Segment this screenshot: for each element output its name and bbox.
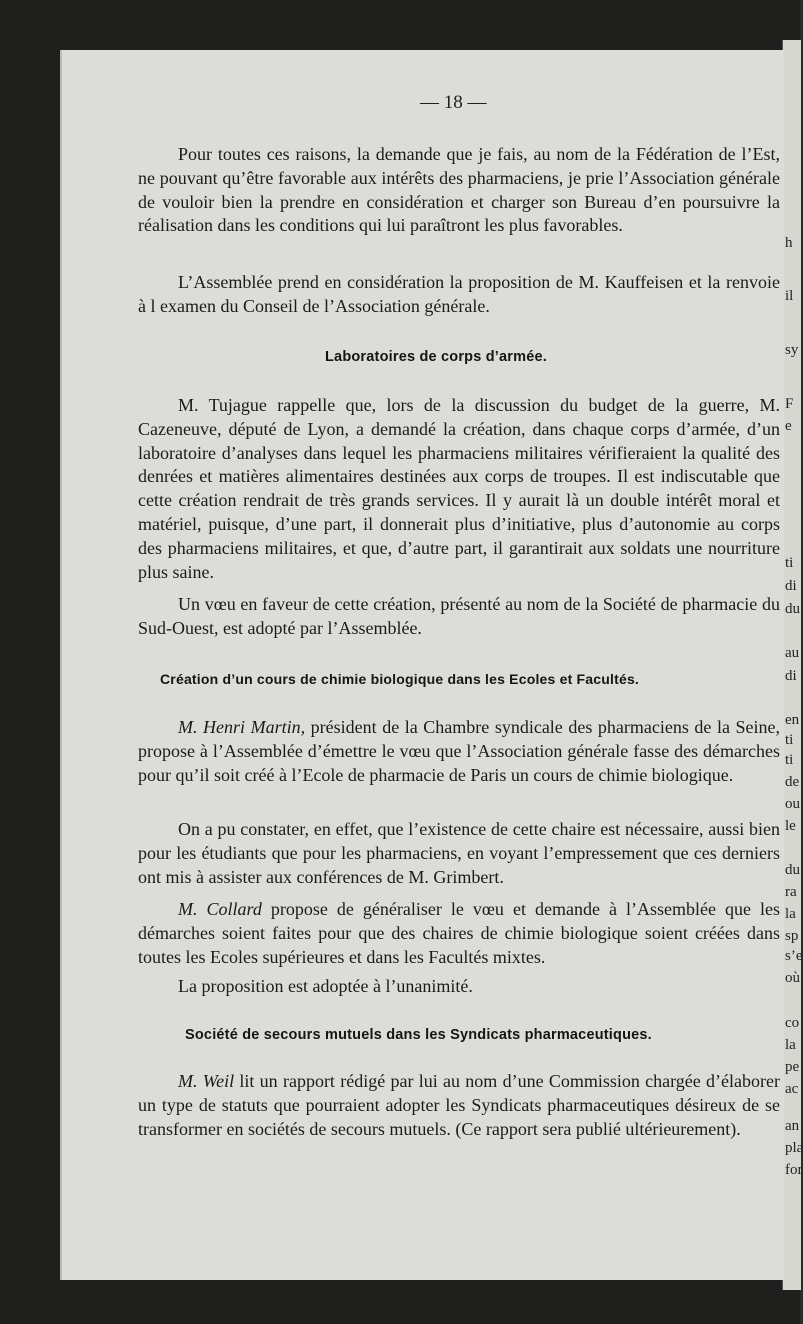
facing-fragment: pe [785,1059,800,1075]
facing-page-edge [782,40,801,1290]
facing-fragment: au [785,645,800,661]
section-heading-laboratoires: Laboratoires de corps d’armée. [325,349,547,365]
section-heading-chimie-biologique: Création d’un cours de chimie biologique dans les Ecoles et Facultés. [160,671,640,687]
facing-fragment: il [785,288,794,304]
facing-fragment: sp [785,928,799,944]
speaker-name: M. Weil [178,1071,235,1091]
facing-fragment: for [785,1162,803,1178]
facing-fragment: la [785,906,796,922]
paragraph-text: président de la Chambre syndicale des pharmaciens de la Seine, propose à l’Assemblée d’émettre le vœu que l’Association générale fasse des démarches pour qu’il soit créé à l’Ecole de pharmacie de Paris un cours de chimie biologique. [138,717,780,785]
facing-fragment: en [785,712,800,728]
paragraph-assembly-consideration: L’Assemblée prend en considération la proposition de M. Kauffeisen et la renvoie à l examen du Conseil de l’Association générale. [138,272,780,316]
facing-fragment: h [785,235,793,251]
facing-fragment: ti [785,555,794,571]
facing-fragment: du [785,862,800,878]
paragraph-unanimite: La proposition est adoptée à l’unanimité. [178,976,473,996]
facing-fragment: an [785,1118,800,1134]
facing-fragment: di [785,668,797,684]
facing-fragment: où [785,970,800,986]
facing-fragment: pla [785,1140,803,1156]
facing-fragment: ti [785,752,794,768]
speaker-name: M. Collard [178,899,262,919]
paragraph-collard [138,898,780,969]
paragraph-weil [138,1070,780,1141]
facing-fragment: la [785,1037,796,1053]
facing-fragment: le [785,818,796,834]
paragraph-henri-martin [138,716,780,787]
paragraph-voeu-adopted: Un vœu en faveur de cette création, présenté au nom de la Société de pharmacie du Sud-Ouest, est adopté par l’Assemblée. [138,594,780,638]
section-heading-secours-mutuels: Société de secours mutuels dans les Syndicats pharmaceutiques. [185,1027,652,1043]
facing-fragment: ra [785,884,797,900]
facing-fragment: F [785,396,794,412]
facing-fragment: sy [785,342,799,358]
facing-fragment: ac [785,1081,799,1097]
facing-fragment: co [785,1015,800,1031]
facing-fragment: ti [785,732,794,748]
paragraph-text: propose de généraliser le vœu et demande à l’Assemblée que les démarches soient faites pour que des chaires de chimie biologique soient créées dans toutes les Ecoles supérieures et dans les Facultés mixtes. [138,899,781,967]
paragraph-federation-request: Pour toutes ces raisons, la demande que je fais, au nom de la Fédération de l’Est, ne pouvant qu’être favorable aux intérêts des pharmaciens, je prie l’Association générale de vouloir bien la prendre en considération et charger son Bureau d’en poursuivre la réalisation dans les conditions qui lui paraîtront les plus favorables. [138,144,780,236]
speaker-name: M. Henri Martin, [178,717,306,737]
paragraph-text: lit un rapport rédigé par lui au nom d’une Commission chargée d’élaborer un type de statuts que pourraient adopter les Syndicats pharmaceutiques désireux de se transformer en sociétés de secours mutuels. (Ce rapport sera publié ultérieurement). [138,1071,780,1139]
facing-fragment: e [785,418,792,434]
facing-fragment: s’e [785,948,803,964]
facing-fragment: ou [785,796,800,812]
facing-fragment: du [785,601,800,617]
facing-fragment: de [785,774,800,790]
paragraph-tujague: M. Tujague rappelle que, lors de la discussion du budget de la guerre, M. Cazeneuve, député de Lyon, a demandé la création, dans chaque corps d’armée, d’un laboratoire d’analyses dans lequel les pharmaciens militaires vérifieraient la qualité des denrées et matières alimentaires destinées aux corps de troupes. Il est indiscutable que cette création rendrait de très grands services. Il y aurait là un double intérêt moral et matériel, puisque, d’une part, il donnerait plus d’initiative, plus d’autonomie au corps des pharmaciens militaires, et que, d’autre part, il garantirait aux soldats une nourriture plus saine. [138,395,780,582]
facing-fragment: di [785,578,797,594]
page-number: — 18 — [420,92,487,113]
paragraph-chaire-necessaire: On a pu constater, en effet, que l’existence de cette chaire est nécessaire, aussi bien pour les étudiants que pour les pharmaciens, en voyant l’empressement que ces derniers ont mis à assister aux conférences de M. Grimbert. [138,819,780,887]
